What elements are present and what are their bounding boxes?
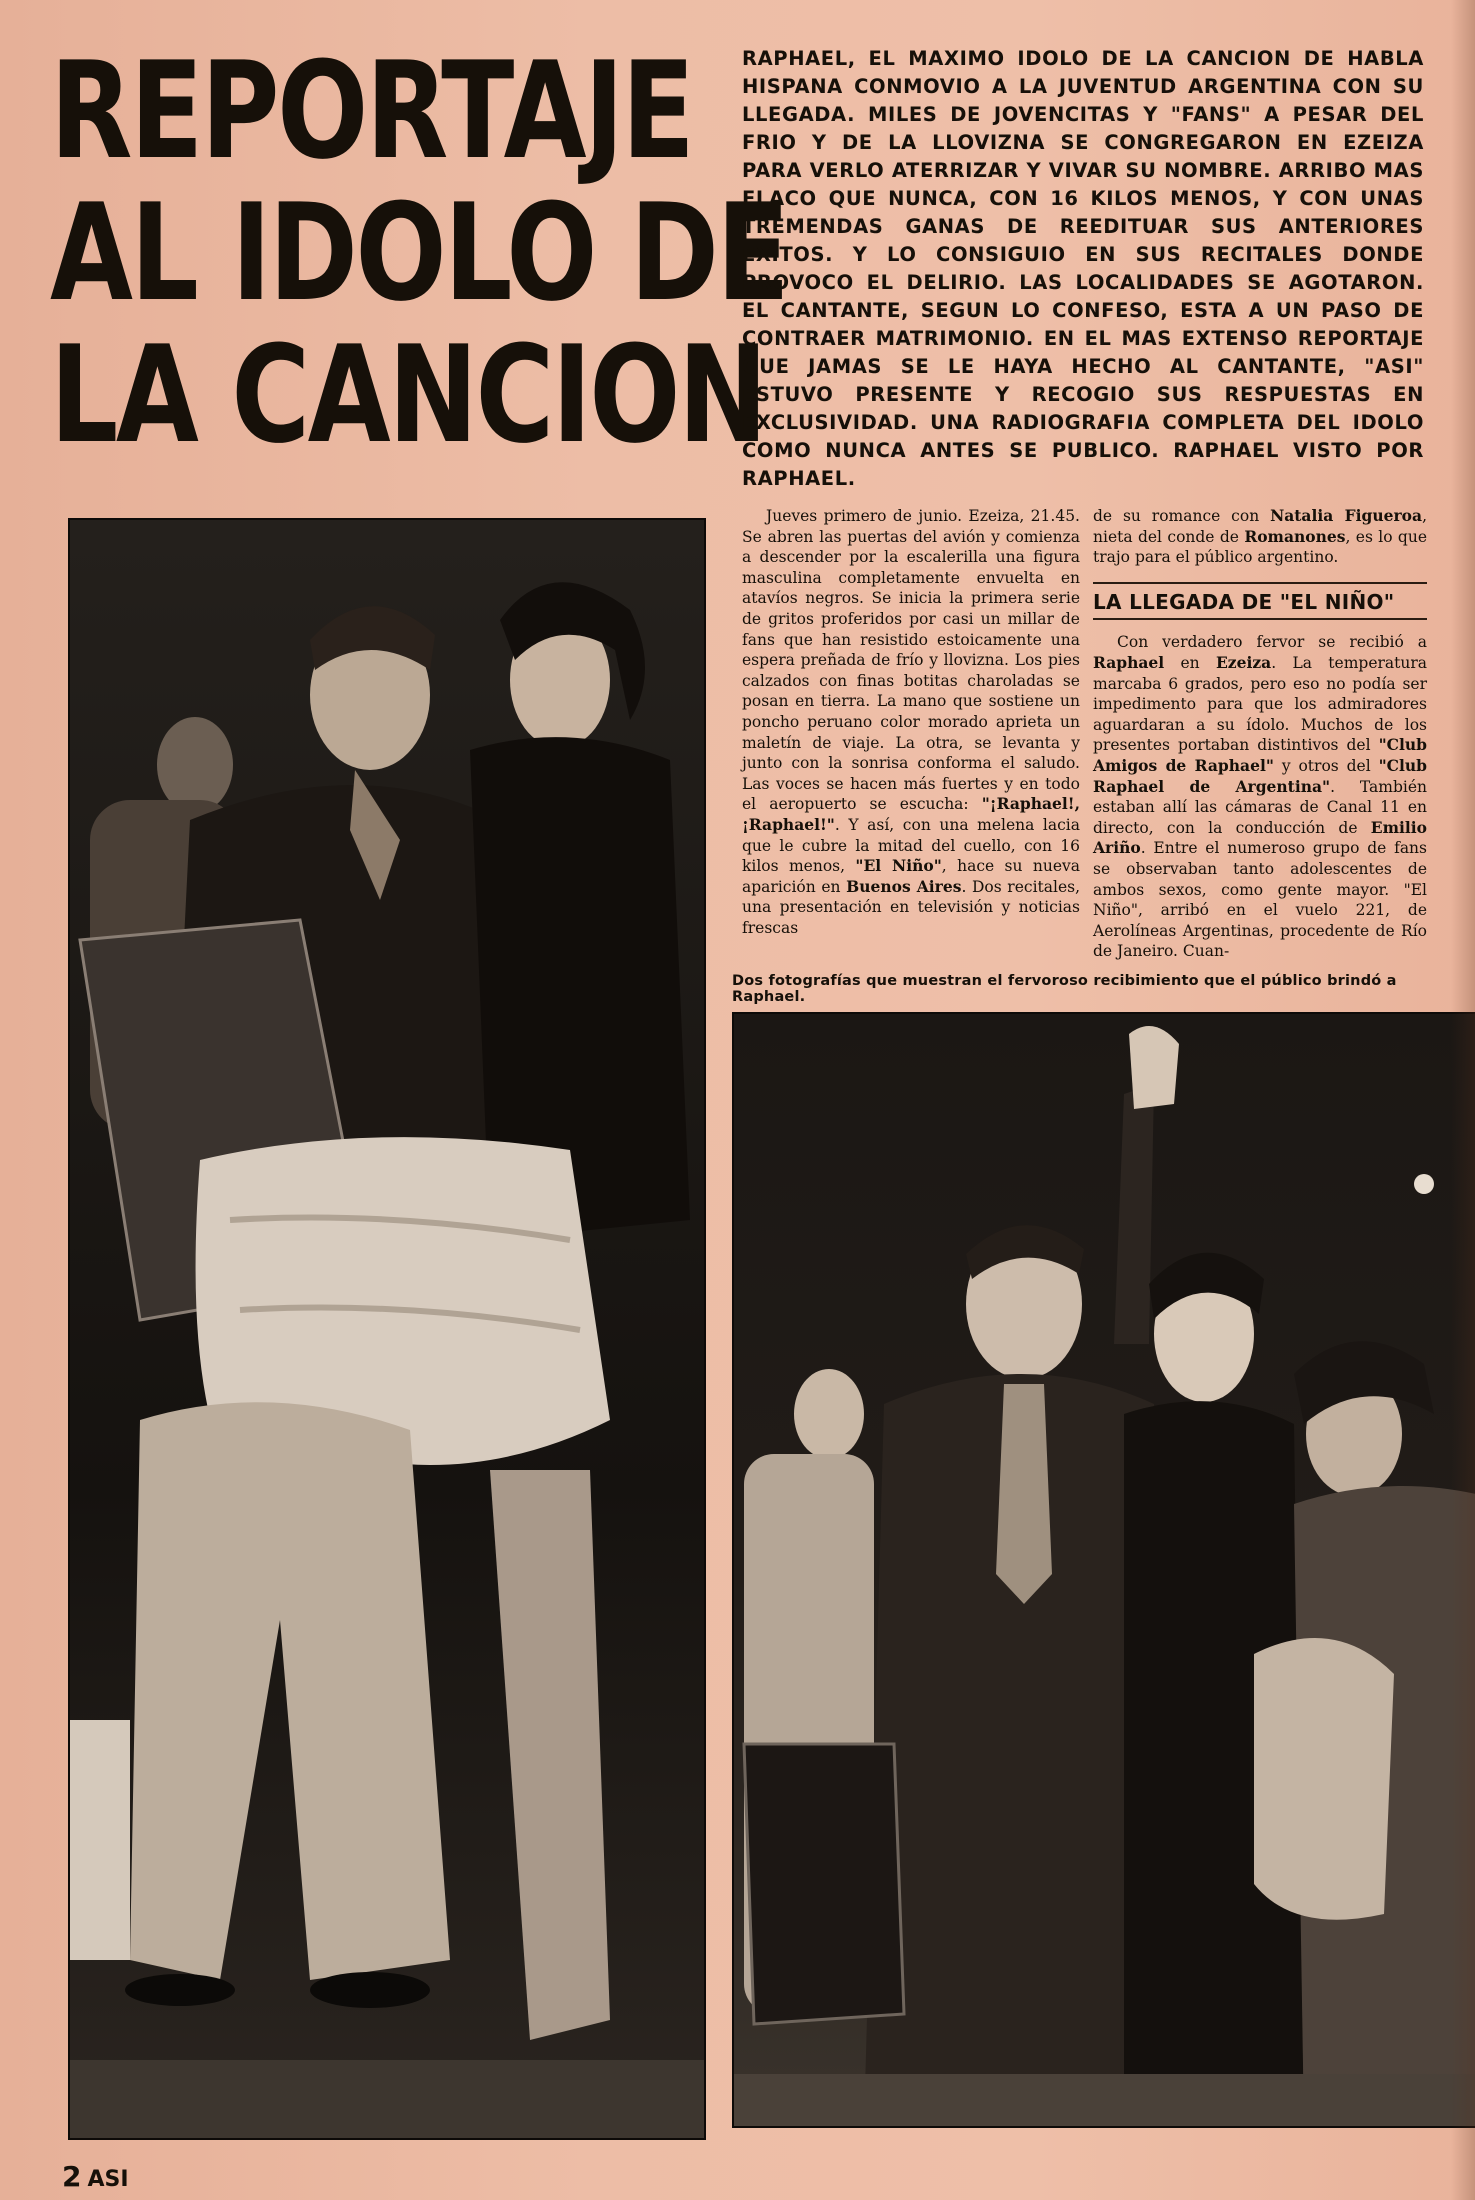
headline-line-3: LA CANCION bbox=[50, 317, 766, 473]
article-deck: RAPHAEL, EL MAXIMO IDOLO DE LA CANCION DE HABLA HISPANA CONMOVIO A LA JUVENTUD ARGENTINA CON SU LLEGADA. MILES DE JOVENCITAS Y "FANS" A PESAR DEL FRIO Y DE LA LLOVIZNA SE CONGREGARON EN EZEIZA PARA VERLO ATERRIZAR Y VIVAR SU NOMBRE. ARRIBO MAS FLACO QUE NUNCA, CON 16 KILOS MENOS, Y CON UNAS TREMENDAS GANAS DE REEDITUAR SUS ANTERIORES EXITOS. Y LO CONSIGUIO EN SUS RECITALES DONDE PROVOCO EL DELIRIO. LAS LOCALIDADES SE AGOTARON. EL CANTANTE, SEGUN LO CONFESO, ESTA A UN PASO DE CONTRAER MATRIMONIO. EN EL MAS EXTENSO REPORTAJE QUE JAMAS SE LE HAYA HECHO AL CANTANTE, "ASI" ESTUVO PRESENTE Y RECOGIO SUS RESPUESTAS EN EXCLUSIVIDAD. UNA RADIOGRAFIA COMPLETA DEL IDOLO COMO NUNCA ANTES SE PUBLICO. RAPHAEL VISTO POR RAPHAEL. bbox=[742, 47, 1424, 490]
page-number: 2 bbox=[62, 2160, 82, 2193]
magazine-name: ASI bbox=[87, 2167, 129, 2192]
article-column-1 bbox=[742, 506, 1080, 938]
headline bbox=[50, 33, 788, 473]
article-paragraph: de su romance con Natalia Figueroa, nieta del conde de Romanones, es lo que trajo para el público argentino. bbox=[1093, 506, 1428, 567]
photo-waving-singer bbox=[732, 1012, 1475, 2128]
headline-line-1: REPORTAJE bbox=[50, 33, 693, 189]
headline-line-2: AL IDOLO DE bbox=[50, 175, 788, 331]
page-folio bbox=[62, 2160, 129, 2193]
article-paragraph: Jueves primero de junio. Ezeiza, 21.45. Se abren las puertas del avión y comienza a descender por la escalerilla una figura masculina completamente envuelta en atavíos negros. Se inicia la primera serie de gritos proferidos por casi un millar de fans que han resistido estoicamente una espera preñada de frío y llovizna. Los pies calzados con finas botitas charoladas se posan en tierra. La mano que sostiene un poncho peruano color morado aprieta un maletín de viaje. La otra, se levanta y junto con la sonrisa conforma el saludo. Las voces se hacen más fuertes y en todo el aeropuerto se escucha: "¡Raphael!, ¡Raphael!". Y así, con una melena lacia que le cubre la mitad del cuello, con 16 kilos menos, "El Niño", hace su nueva aparición en Buenos Aires. Dos recitales, una presentación en televisión y noticias frescas bbox=[742, 507, 1081, 937]
article-paragraph: Con verdadero fervor se recibió a Raphael en Ezeiza. La temperatura marcaba 6 grados, pero eso no podía ser impedimento para que los admiradores aguardaran a su ídolo. Muchos de los presentes portaban distintivos del "Club Amigos de Raphael" y otros del "Club Raphael de Argentina". También estaban allí las cámaras de Canal 11 en directo, con la conducción de Emilio Ariño. Entre el numeroso grupo de fans se observaban tanto adolescentes de ambos sexos, como gente mayor. "El Niño", arribó en el vuelo 221, de Aerolíneas Argentinas, procedente de Río de Janeiro. Cuan- bbox=[1093, 633, 1428, 961]
photo-caption: Dos fotografías que muestran el fervoroso recibimiento que el público brindó a Raphael. bbox=[732, 973, 1397, 1005]
photo-arrival-crowd bbox=[68, 518, 706, 2140]
article-column-2 bbox=[1093, 506, 1427, 962]
section-subheading: LA LLEGADA DE "EL NIÑO" bbox=[1093, 582, 1427, 621]
